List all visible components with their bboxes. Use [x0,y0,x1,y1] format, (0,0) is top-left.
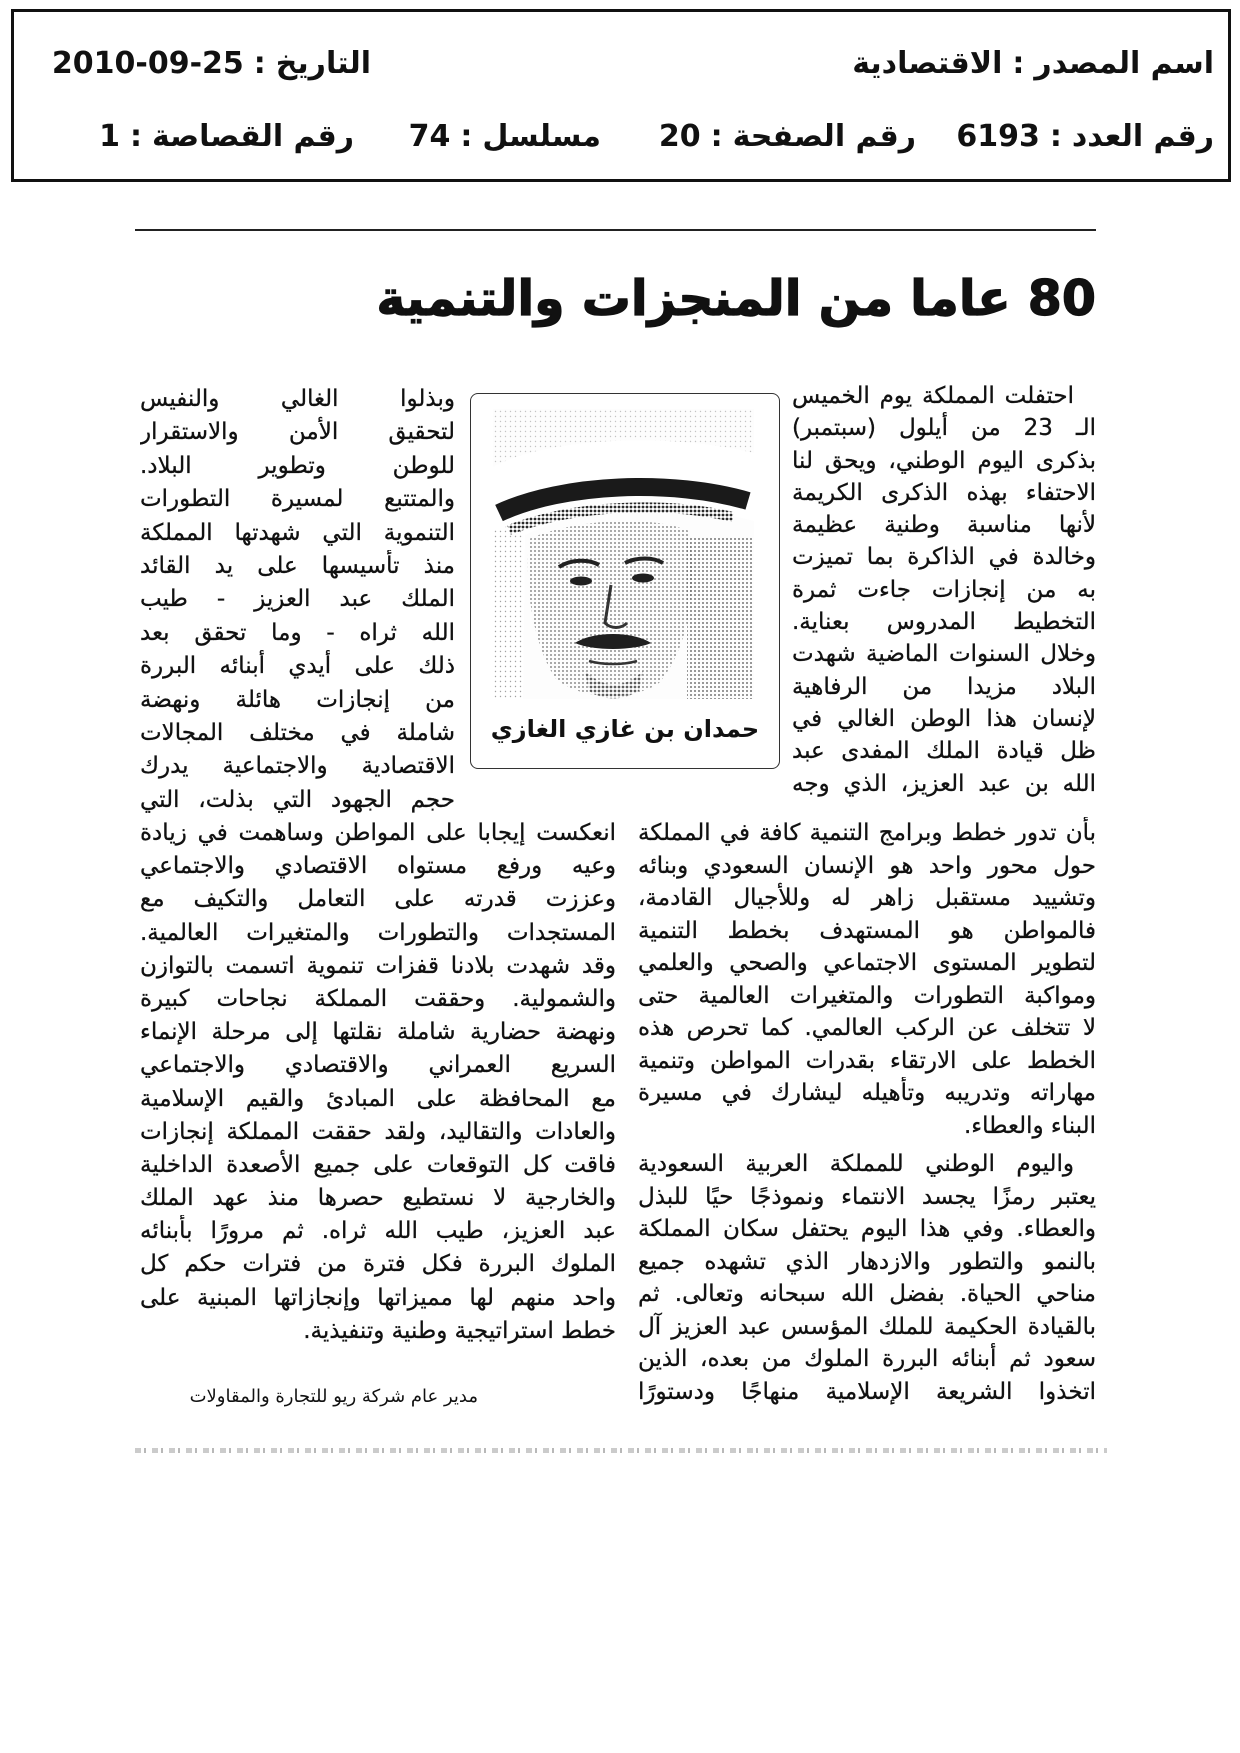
article-line: حجم الجهود التي بذلت، التي [140,786,455,813]
date-label: التاريخ [275,46,371,81]
article-line: والعادات والتقاليد، ولقد حققت المملكة إنجازات [140,1118,616,1145]
field-separator: : [1012,46,1025,81]
field-separator: : [129,119,142,154]
scan-artifact-line [135,1448,1107,1453]
clipping-info-box [11,9,1231,182]
article-line: السريع العمراني والاقتصادي والاجتماعي [140,1052,616,1079]
article-line: الملك عبد العزيز - طيب [140,586,455,613]
serial-field [409,120,601,154]
article-line: ونهضة حضارية شاملة نقلتها إلى مرحلة الإنماء [140,1019,616,1046]
article-line: لإنسان هذا الوطن الغالي في [792,705,1096,732]
article-line: يعتبر رمزًا يجسد الانتماء ونموذجًا حيًا للبذل [638,1183,1096,1210]
top-divider [135,229,1096,231]
article-line: وعيه ورفع مستواه الاقتصادي والاجتماعي [140,853,616,880]
article-line: الخطط على الارتقاء بقدرات المواطن وتنمية [638,1047,1096,1074]
article-line: ذلك على أيدي أبنائه البررة [140,653,455,680]
article-line: الملوك البررة فكل فترة من فترات حكم كل [140,1251,616,1278]
left-eye [570,577,592,586]
article-line: البلاد مزيدا من الرفاهية [792,673,1096,700]
field-separator: : [460,119,473,154]
face-shape [528,521,692,696]
article-line: لتطوير المستوى الاجتماعي والصحي والعلمي [638,950,1096,976]
article-column-left-top [140,383,455,817]
field-separator: : [710,119,723,154]
article-line: فالمواطن هو المستهدف بخطط التنمية [638,917,1096,944]
article-line: وخلال السنوات الماضية شهدت [792,641,1096,668]
article-line: بأن تدور خطط وبرامج التنمية كافة في المملكة [638,820,1096,846]
photo-caption: حمدان بن غازي الغازي [490,715,760,743]
article-line: لا تتخلف عن الركب العالمي. كما تحرص هذه [638,1015,1096,1041]
article-line: مع المحافظة على المبادئ والقيم الإسلامية [140,1085,616,1112]
article-column-left-bottom [140,817,616,1348]
article-line: انعكست إيجابا على المواطن وساهمت في زيادة [140,820,616,846]
article-line: واحد منهم لها مميزاتها وإنجازاتها المبنية على [140,1284,616,1311]
article-line: سعود ثم أبنائه البررة الملوك من بعده، الذين [638,1346,1096,1372]
article-line: وعززت قدرته على التعامل والتكيف مع [140,886,616,913]
article-line: عبد العزيز، طيب الله ثراه. ثم مرورًا بأبنائه [140,1218,616,1245]
article-line: المستجدات والتطورات والمتغيرات العالمية. [140,919,616,946]
article-line: البناء والعطاء. [963,1112,1096,1139]
article-line: وبذلوا الغالي والنفيس [140,386,455,412]
clipping-number-field [99,120,354,154]
article-line: احتفلت المملكة يوم الخميس [792,383,1074,409]
article-line: بالنمو والتطور والازدهار الذي تشهده جميع [638,1248,1096,1275]
article-line: وخالدة في الذاكرة بما تميزت [792,544,1096,571]
article-line: مناحي الحياة. بفضل الله سبحانه وتعالى. ثم [638,1281,1096,1307]
article-line: من إنجازات هائلة ونهضة [140,686,455,713]
article-line: وقد شهدت بلادنا قفزات تنموية اتسمت بالتوازن [140,952,616,979]
article-line: الاقتصادية والاجتماعية يدرك [140,753,455,780]
article-line: وتشييد مستقبل زاهر له وللأجيال القادمة، [638,885,1096,911]
article-line: حول محور واحد هو الإنسان السعودي وبنائه [638,852,1096,879]
article-line: مهاراته وتدريبه وتأهيله ليشارك في مسيرة [638,1080,1096,1106]
field-separator: : [1049,119,1062,154]
date-field [52,47,371,81]
page-number-value: 20 [658,119,701,154]
article-line: الـ 23 من أيلول (سبتمبر) [792,415,1096,442]
author-photo [493,409,754,699]
page-number-label: رقم الصفحة [732,119,916,154]
source-value: الاقتصادية [852,46,1003,81]
article-line: التنموية التي شهدتها المملكة [140,519,455,546]
issue-number-field [956,120,1214,154]
serial-label: مسلسل [482,119,601,154]
article-column-right-top [792,380,1096,800]
article-line: والمتتبع لمسيرة التطورات [140,486,455,513]
article-line: منذ تأسيسها على يد القائد [140,552,455,579]
article-line: ظل قيادة الملك المفدى عبد [792,738,1096,765]
article-line: بذكرى اليوم الوطني، ويحق لنا [792,447,1096,474]
article-line: الله ثراه - وما تحقق بعد [140,619,455,646]
ghutra-fold-shadow [493,521,523,699]
article-line: الاحتفاء بهذه الذكرى الكريمة [792,479,1096,506]
article-line: بالقيادة الحكيمة للملك المؤسس عبد العزيز آل [638,1313,1096,1340]
article-line: ومواكبة التطورات والمتغيرات العالمية حتى [638,982,1096,1009]
source-field [852,47,1214,81]
article-column-right-bottom [638,817,1096,1408]
article-line: لتحقيق الأمن والاستقرار [140,419,455,446]
author-photo-frame [470,393,780,769]
right-eye [632,574,654,583]
issue-number-label: رقم العدد [1071,119,1214,154]
article-headline: 80 عاما من المنجزات والتنمية [376,270,1096,327]
article-line: شاملة في مختلف المجالات [140,719,455,746]
article-line: واليوم الوطني للمملكة العربية السعودية [638,1151,1074,1177]
author-title: مدير عام شركة ريو للتجارة والمقاولات [189,1386,478,1407]
article-line: فاقت كل التوقعات على جميع الأصعدة الداخلية [140,1151,616,1178]
article-line: لأنها مناسبة وطنية عظيمة [792,512,1096,539]
article-line: اتخذوا الشريعة الإسلامية منهاجًا ودستورًا [638,1378,1096,1405]
article-line: به من إنجازات جاءت ثمرة [792,576,1096,603]
clipping-number-value: 1 [99,119,120,154]
article-line: والعطاء. وفي هذا اليوم يحتفل سكان المملكة [638,1216,1096,1242]
serial-value: 74 [408,119,451,154]
field-separator: : [253,46,266,81]
article-line: الله بن عبد العزيز، الذي وجه [792,770,1096,797]
article-line: والشمولية. وحققت المملكة نجاحات كبيرة [140,985,616,1012]
page-number-field [659,120,916,154]
article-line: والخارجية لا نستطيع حصرها منذ عهد الملك [140,1185,616,1212]
source-label: اسم المصدر [1034,46,1214,81]
clipping-number-label: رقم القصاصة [151,119,354,154]
article-line: التخطيط المدروس بعناية. [792,609,1096,636]
date-value: 2010-09-25 [51,46,244,81]
article-line: خطط استراتيجية وطنية وتنفيذية. [303,1317,616,1344]
article-line: للوطن وتطوير البلاد. [140,452,455,479]
issue-number-value: 6193 [956,119,1040,154]
